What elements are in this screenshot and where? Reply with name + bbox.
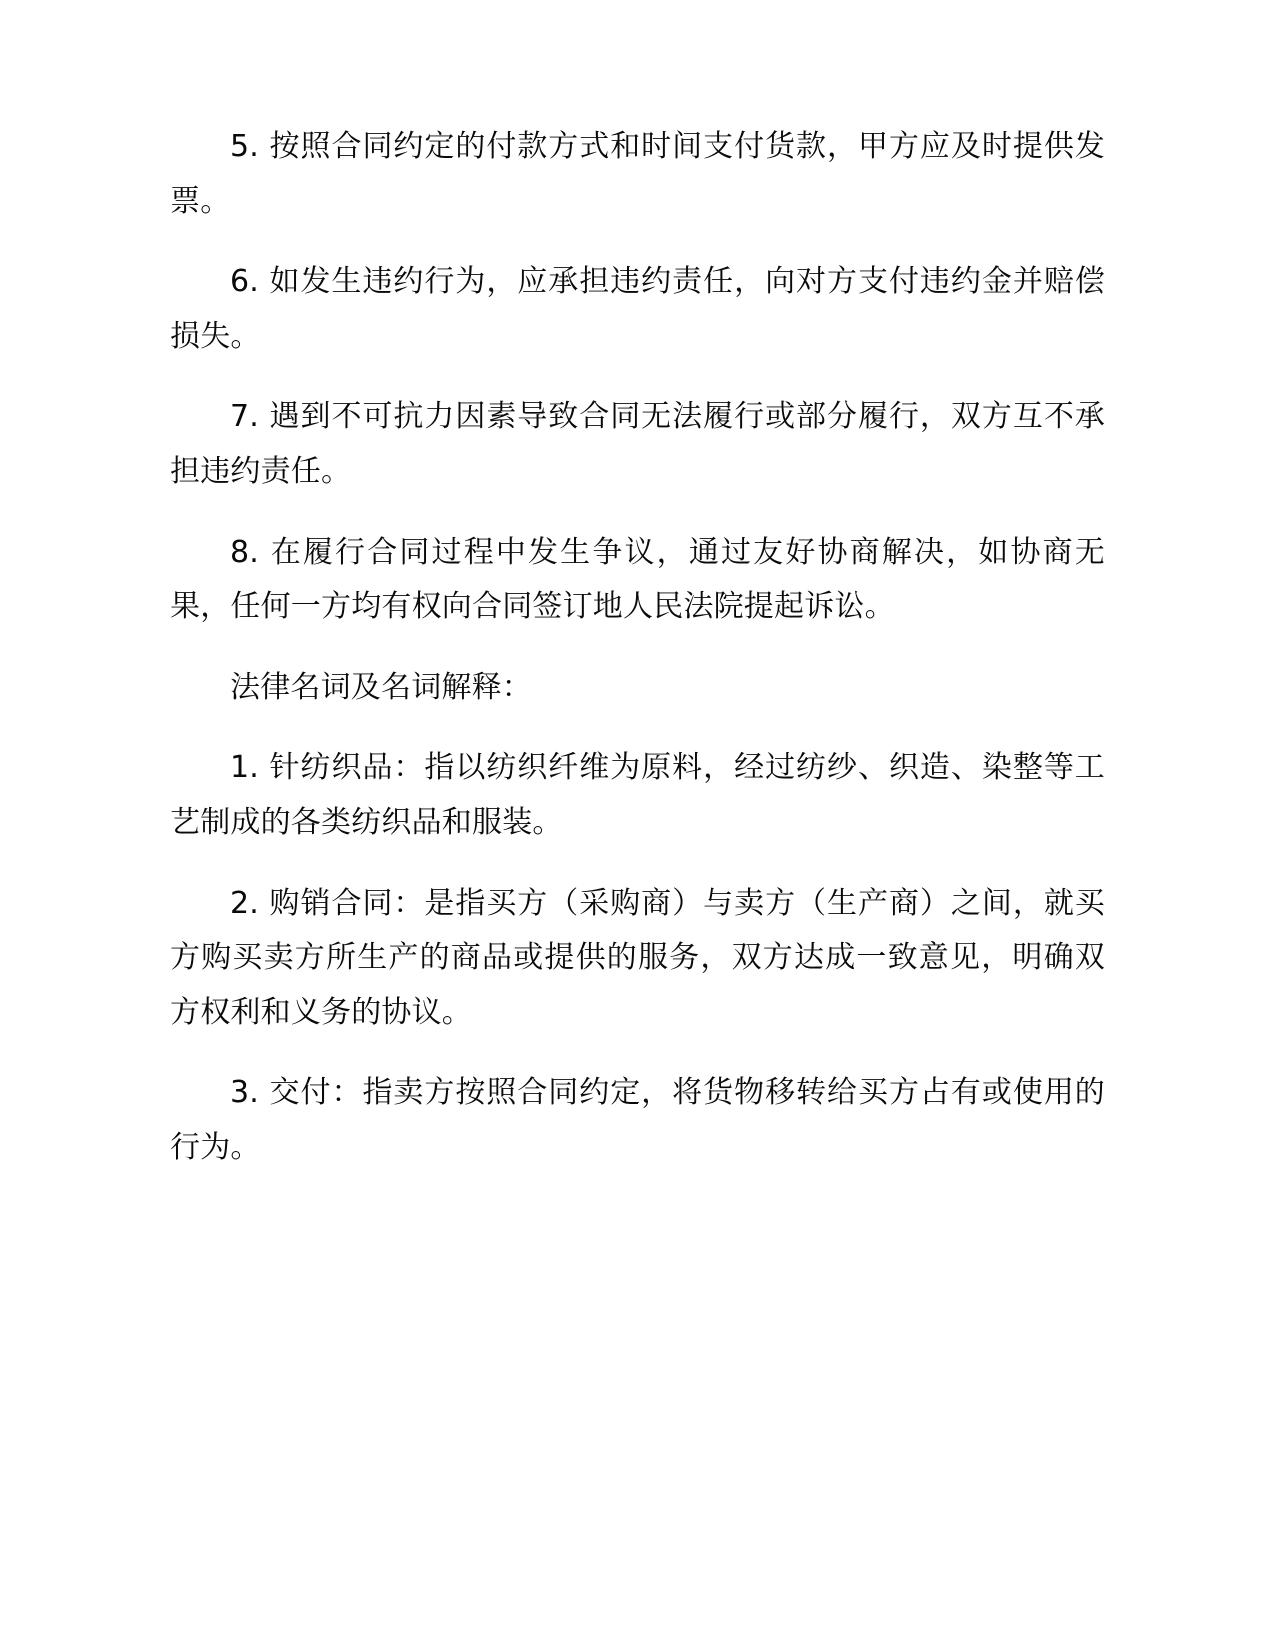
paragraph-term-1: 1. 针纺织品：指以纺织纤维为原料，经过纺纱、织造、染整等工艺制成的各类纺织品和服装。 — [170, 750, 1105, 840]
paragraph-clause-7: 7. 遇到不可抗力因素导致合同无法履行或部分履行，双方互不承担违约责任。 — [170, 399, 1105, 489]
paragraph-term-3: 3. 交付：指卖方按照合同约定，将货物移转给买方占有或使用的行为。 — [170, 1075, 1105, 1165]
paragraph-term-2: 2. 购销合同：是指买方（采购商）与卖方（生产商）之间，就买方购买卖方所生产的商品或提供的服务，双方达成一致意见，明确双方权利和义务的协议。 — [170, 885, 1105, 1030]
paragraph-clause-6: 6. 如发生违约行为，应承担违约责任，向对方支付违约金并赔偿损失。 — [170, 264, 1105, 354]
section-heading-legal-terms: 法律名词及名词解释： — [230, 669, 532, 705]
paragraph-clause-8: 8. 在履行合同过程中发生争议，通过友好协商解决，如协商无果，任何一方均有权向合同签订地人民法院提起诉讼。 — [170, 534, 1105, 625]
paragraph-clause-5: 5. 按照合同约定的付款方式和时间支付货款，甲方应及时提供发票。 — [170, 129, 1105, 219]
document-body — [170, 120, 1105, 1176]
